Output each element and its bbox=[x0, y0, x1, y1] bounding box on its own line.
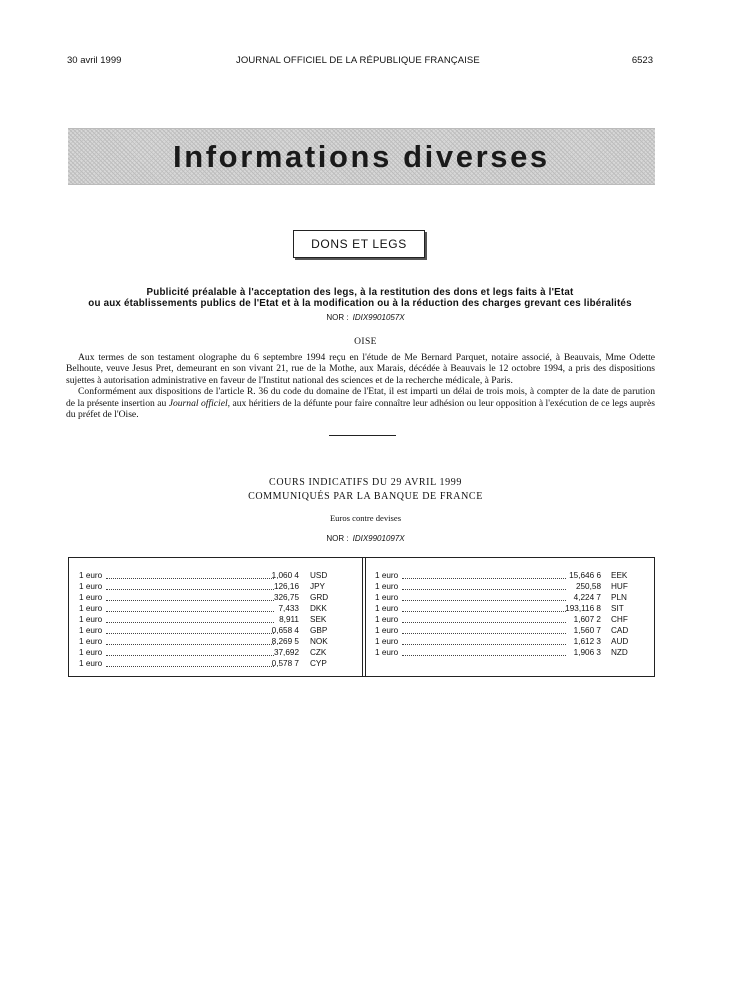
rate-value: 1,607 2 bbox=[573, 615, 601, 624]
cours-title-line2: COMMUNIQUÉS PAR LA BANQUE DE FRANCE bbox=[248, 491, 483, 502]
rate-value: 1,906 3 bbox=[573, 648, 601, 657]
rate-label: 1 euro bbox=[79, 604, 103, 613]
rate-value: 15,646 6 bbox=[569, 571, 601, 580]
paragraph2-text-before: Conformément aux dispositions de l'article R. 36 du code du domaine de l'Etat, il est imparti un délai de trois mois, à compter de la date de parution de la présente insertion au bbox=[66, 386, 655, 409]
publicite-nor bbox=[0, 313, 731, 322]
section-title: DONS ET LEGS bbox=[311, 237, 407, 251]
rate-label: 1 euro bbox=[375, 615, 399, 624]
rate-value: 0,578 7 bbox=[271, 659, 299, 668]
header-page-number: 6523 bbox=[631, 55, 653, 66]
rate-value: 1,560 7 bbox=[573, 626, 601, 635]
section-title-box bbox=[293, 230, 425, 258]
rate-label: 1 euro bbox=[375, 626, 399, 635]
currency-code: NOK bbox=[310, 637, 328, 646]
currency-code: AUD bbox=[611, 637, 629, 646]
currency-code: JPY bbox=[310, 582, 326, 591]
separator-rule bbox=[329, 435, 396, 436]
exchange-rates-table bbox=[68, 557, 655, 677]
paragraph2-text-after: aux héritiers de la défunte pour faire connaître leur adhésion ou leur opposition à l'exécution de ce legs auprès du préfet de l'Oise. bbox=[66, 397, 655, 421]
rate-value: 7,433 bbox=[278, 604, 299, 613]
rate-value: 326,75 bbox=[273, 593, 299, 602]
rate-value: 126,16 bbox=[273, 582, 299, 591]
rate-label: 1 euro bbox=[79, 637, 103, 646]
cours-subtitle: Euros contre devises bbox=[329, 513, 402, 523]
currency-code: EEK bbox=[611, 571, 628, 580]
rate-row bbox=[79, 648, 359, 659]
rate-row bbox=[375, 604, 647, 615]
rate-row bbox=[79, 626, 359, 637]
rate-row bbox=[375, 593, 647, 604]
rate-label: 1 euro bbox=[79, 659, 103, 668]
rate-label: 1 euro bbox=[79, 648, 103, 657]
rate-label: 1 euro bbox=[375, 571, 399, 580]
nor-value: IDIX9901097X bbox=[352, 534, 405, 543]
rates-column-left bbox=[79, 571, 359, 670]
currency-code: SEK bbox=[310, 615, 327, 624]
rate-row bbox=[79, 571, 359, 582]
rate-label: 1 euro bbox=[79, 582, 103, 591]
rate-value: 1,612 3 bbox=[573, 637, 601, 646]
publicite-title-line1: Publicité préalable à l'acceptation des legs, à la restitution des dons et legs faits à l'Etat bbox=[146, 287, 574, 298]
nor-label: NOR : bbox=[326, 534, 349, 543]
cours-title-line1: COURS INDICATIFS DU 29 AVRIL 1999 bbox=[269, 477, 462, 488]
rate-value: 37,692 bbox=[273, 648, 299, 657]
rate-label: 1 euro bbox=[375, 582, 399, 591]
currency-code: CAD bbox=[611, 626, 629, 635]
rate-value: 4,224 7 bbox=[573, 593, 601, 602]
cours-nor bbox=[0, 534, 731, 543]
rate-value: 193,116 8 bbox=[565, 604, 601, 613]
rate-label: 1 euro bbox=[79, 615, 103, 624]
rate-row bbox=[79, 593, 359, 604]
rate-label: 1 euro bbox=[375, 637, 399, 646]
rate-value: 8,269 5 bbox=[271, 637, 299, 646]
rate-row bbox=[79, 604, 359, 615]
rate-row bbox=[375, 648, 647, 659]
currency-code: DKK bbox=[310, 604, 327, 613]
nor-label: NOR : bbox=[326, 313, 349, 322]
rate-row bbox=[375, 637, 647, 648]
rate-row bbox=[375, 615, 647, 626]
rate-row bbox=[79, 637, 359, 648]
currency-code: SIT bbox=[611, 604, 624, 613]
nor-value: IDIX9901057X bbox=[352, 313, 405, 322]
legs-notice-body bbox=[66, 352, 655, 420]
rate-label: 1 euro bbox=[375, 604, 399, 613]
currency-code: PLN bbox=[611, 593, 627, 602]
column-divider bbox=[362, 558, 366, 676]
legs-paragraph-1: Aux termes de son testament olographe du 6 septembre 1994 reçu en l'étude de Me Bernard Parquet, notaire associé, à Beauvais, Mme Odette Belhoute, veuve Jesus Pret, demeurant en son vivant 21, rue de la Mothe, aux Marais, décédée à Beauvais le 12 octobre 1994, a pris des dispositions sujettes à autorisation administrative en faveur de l'Institut national des sciences et de la recherche médicale, à Paris. bbox=[66, 352, 655, 386]
rate-label: 1 euro bbox=[375, 648, 399, 657]
currency-code: USD bbox=[310, 571, 328, 580]
rate-row bbox=[375, 626, 647, 637]
rate-label: 1 euro bbox=[79, 626, 103, 635]
currency-code: GBP bbox=[310, 626, 328, 635]
rate-row bbox=[375, 571, 647, 582]
currency-code: GRD bbox=[310, 593, 329, 602]
rate-row bbox=[79, 615, 359, 626]
header-date: 30 avril 1999 bbox=[67, 55, 122, 66]
rate-value: 0,658 4 bbox=[271, 626, 299, 635]
header-journal-title: JOURNAL OFFICIEL DE LA RÉPUBLIQUE FRANÇAISE bbox=[236, 55, 480, 66]
rate-value: 8,911 bbox=[279, 615, 299, 624]
banner-title: Informations diverses bbox=[173, 139, 550, 174]
rate-row bbox=[79, 582, 359, 593]
rate-value: 250,58 bbox=[575, 582, 601, 591]
rate-label: 1 euro bbox=[375, 593, 399, 602]
currency-code: CHF bbox=[611, 615, 628, 624]
currency-code: NZD bbox=[611, 648, 628, 657]
section-banner bbox=[68, 128, 655, 185]
paragraph2-journal-italic: Journal officiel, bbox=[168, 397, 231, 409]
rate-value: 1,060 4 bbox=[271, 571, 299, 580]
rate-row bbox=[79, 659, 359, 670]
currency-code: CZK bbox=[310, 648, 327, 657]
rates-column-right bbox=[375, 571, 647, 659]
legs-paragraph-2 bbox=[66, 386, 655, 420]
publicite-title-line2: ou aux établissements publics de l'Etat et à la modification ou à la réduction des charges grevant ces libéralités bbox=[88, 298, 632, 309]
department-heading: OISE bbox=[354, 337, 377, 347]
currency-code: CYP bbox=[310, 659, 327, 668]
rate-label: 1 euro bbox=[79, 571, 103, 580]
rate-row bbox=[375, 582, 647, 593]
rate-label: 1 euro bbox=[79, 593, 103, 602]
currency-code: HUF bbox=[611, 582, 628, 591]
